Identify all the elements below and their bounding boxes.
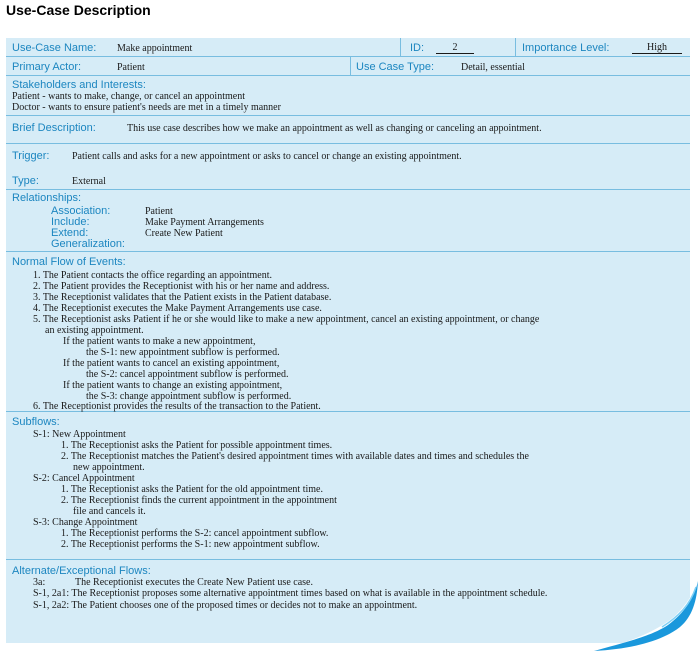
relationships-label: Relationships:	[12, 192, 82, 204]
flow-step: 1. The Patient contacts the office regarding an appointment.	[33, 270, 272, 281]
subflow-step: new appointment.	[73, 462, 145, 473]
relationships-section	[6, 190, 690, 252]
use-case-type-value: Detail, essential	[461, 62, 525, 73]
header-row-1	[6, 38, 690, 57]
flow-step: the S-3: change appointment subflow is performed.	[86, 391, 292, 402]
primary-actor-value: Patient	[117, 62, 145, 73]
include-label: Include:	[51, 216, 90, 228]
stakeholder-item: Doctor - wants to ensure patient's needs are met in a timely manner	[12, 102, 281, 113]
use-case-name-label: Use-Case Name:	[12, 42, 97, 54]
use-case-name-value: Make appointment	[117, 43, 193, 54]
flow-step: the S-1: new appointment subflow is performed.	[86, 347, 280, 358]
alternate-flow-id: 3a:	[33, 577, 46, 588]
trigger-label: Trigger:	[12, 150, 50, 162]
subflow-step: 2. The Receptionist performs the S-1: new appointment subflow.	[61, 539, 320, 550]
flow-step: If the patient wants to cancel an existing appointment,	[63, 358, 280, 369]
brief-description-label: Brief Description:	[12, 122, 96, 134]
flow-step: If the patient wants to make a new appointment,	[63, 336, 256, 347]
alternate-flows-label: Alternate/Exceptional Flows:	[12, 565, 151, 577]
extend-value: Create New Patient	[145, 228, 223, 239]
type-value: External	[72, 176, 106, 187]
brief-description-text: This use case describes how we make an appointment as well as changing or canceling an appointment.	[127, 123, 542, 134]
divider	[400, 38, 401, 56]
primary-actor-label: Primary Actor:	[12, 61, 82, 73]
flow-step: If the patient wants to change an existing appointment,	[63, 380, 283, 391]
brief-description-section	[6, 116, 690, 144]
subflow-step: 2. The Receptionist matches the Patient's desired appointment times with available dates and times and schedules the	[61, 451, 529, 462]
subflow-step: file and cancels it.	[73, 506, 146, 517]
alternate-flow-step: S-1, 2a1: The Receptionist proposes some alternative appointment times based on what is available in the appointment schedule.	[33, 588, 548, 599]
normal-flow-label: Normal Flow of Events:	[12, 256, 126, 268]
generalization-label: Generalization:	[51, 238, 125, 250]
flow-step: 3. The Receptionist validates that the Patient exists in the Patient database.	[33, 292, 332, 303]
flow-step: 5. The Receptionist asks Patient if he or she would like to make a new appointment, cancel an existing appointment, or change	[33, 314, 540, 325]
flow-step: 4. The Receptionist executes the Make Payment Arrangements use case.	[33, 303, 322, 314]
alternate-flow-step: The Receptionist executes the Create New Patient use case.	[75, 577, 313, 588]
page-curl-decoration	[588, 581, 698, 651]
subflow-step: 1. The Receptionist performs the S-2: cancel appointment subflow.	[61, 528, 329, 539]
flow-step: the S-2: cancel appointment subflow is performed.	[86, 369, 289, 380]
subflow-step: 1. The Receptionist asks the Patient for possible appointment times.	[61, 440, 333, 451]
header-row-2	[6, 57, 690, 76]
subflows-section	[6, 412, 690, 560]
alternate-flow-step: S-1, 2a2: The Patient chooses one of the proposed times or decides not to make an appointment.	[33, 600, 418, 611]
trigger-section	[6, 144, 690, 190]
trigger-text: Patient calls and asks for a new appointment or asks to cancel or change an existing appointment.	[72, 151, 462, 162]
divider	[515, 38, 516, 56]
flow-step: 6. The Receptionist provides the results of the transaction to the Patient.	[33, 401, 321, 412]
association-value: Patient	[145, 206, 173, 217]
use-case-form	[6, 38, 690, 643]
subflows-label: Subflows:	[12, 416, 60, 428]
use-case-type-label: Use Case Type:	[356, 61, 435, 73]
extend-label: Extend:	[51, 227, 89, 239]
divider	[350, 57, 351, 75]
stakeholder-item: Patient - wants to make, change, or cancel an appointment	[12, 91, 245, 102]
subflow-step: 1. The Receptionist asks the Patient for the old appointment time.	[61, 484, 323, 495]
stakeholders-section	[6, 76, 690, 116]
stakeholders-label: Stakeholders and Interests:	[12, 79, 146, 91]
importance-value: High	[632, 42, 682, 54]
page-title: Use-Case Description	[6, 2, 151, 18]
include-value: Make Payment Arrangements	[145, 217, 264, 228]
id-label: ID:	[410, 42, 425, 54]
normal-flow-section	[6, 252, 690, 412]
flow-step: 2. The Patient provides the Receptionist with his or her name and address.	[33, 281, 330, 292]
type-label: Type:	[12, 175, 39, 187]
id-value: 2	[436, 42, 474, 54]
association-label: Association:	[51, 205, 111, 217]
subflow-step: 2. The Receptionist finds the current appointment in the appointment	[61, 495, 337, 506]
importance-label: Importance Level:	[522, 42, 610, 54]
subflow-heading: S-2: Cancel Appointment	[33, 473, 135, 484]
subflow-heading: S-3: Change Appointment	[33, 517, 138, 528]
subflow-heading: S-1: New Appointment	[33, 429, 126, 440]
flow-step: an existing appointment.	[45, 325, 144, 336]
